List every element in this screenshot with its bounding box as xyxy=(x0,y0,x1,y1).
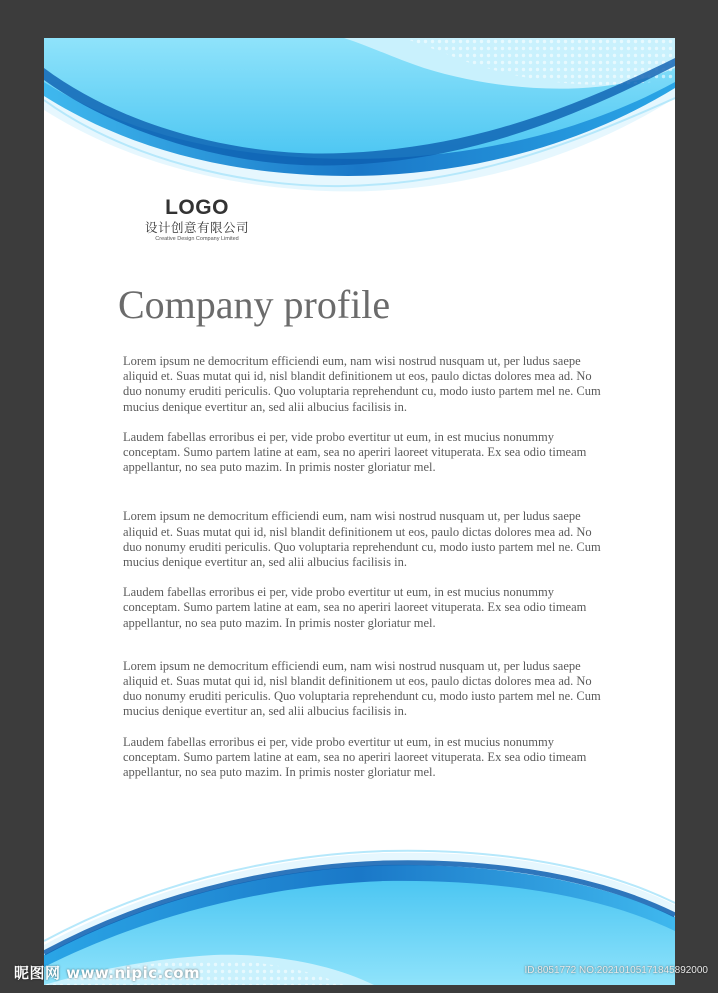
section-3-paragraph-1: Lorem ipsum ne democritum efficiendi eum, nam wisi nostrud nusquam ut, per ludus saepe aliquid et. Suas mutat qui id, nisl blandit definitionem ut eos, paulo dictas dolores mea ad. No duo nonumy eruditi periculis. Quo voluptaria reprehendunt cu, modo iusto partem mel ne. Cum mucius denique evertitur an, sed alii albucius facilisis in. xyxy=(123,658,601,719)
section-2-paragraph-2: Laudem fabellas erroribus ei per, vide probo evertitur ut eum, in est mucius nonummy conceptam. Sumo partem latine at eam, sea no aperiri laoreet vituperata. Ex sea odio timeam appellantur, no sea puto mazim. In primis noster gloriatur mel. xyxy=(123,585,587,630)
letterhead-page xyxy=(44,38,675,985)
page-title: Company profile xyxy=(118,282,391,327)
watermark-site: 昵图网 www.nipic.com xyxy=(14,964,201,982)
section-3-paragraph-2: Laudem fabellas erroribus ei per, vide probo evertitur ut eum, in est mucius nonummy conceptam. Sumo partem latine at eam, sea no aperiri laoreet vituperata. Ex sea odio timeam appellantur, no sea puto mazim. In primis noster gloriatur mel. xyxy=(123,734,587,780)
section-1-paragraph-1: Lorem ipsum ne democritum efficiendi eum, nam wisi nostrud nusquam ut, per ludus saepe aliquid et. Suas mutat qui id, nisl blandit definitionem ut eos, paulo dictas dolores mea ad. No duo nonumy eruditi periculis. Quo voluptaria reprehendunt cu, modo iusto partem mel ne. Cum mucius denique evertitur an, sed alii albucius facilisis in. xyxy=(123,354,601,414)
body-content xyxy=(123,354,603,780)
logo-wordmark: LOGO xyxy=(165,196,229,219)
logo-chinese-name: 设计创意有限公司 xyxy=(144,220,249,235)
section-1-paragraph-2: Laudem fabellas erroribus ei per, vide probo evertitur ut eum, in est mucius nonummy conceptam. Sumo partem latine at eam, sea no aperiri laoreet vituperata. Ex sea odio timeam appellantur, no sea puto mazim. In primis noster gloriatur mel. xyxy=(123,429,587,475)
section-2-paragraph-1: Lorem ipsum ne democritum efficiendi eum, nam wisi nostrud nusquam ut, per ludus saepe aliquid et. Suas mutat qui id, nisl blandit definitionem ut eos, paulo dictas dolores mea ad. No duo nonumy eruditi periculis. Quo voluptaria reprehendunt cu, modo iusto partem mel ne. Cum mucius denique evertitur an, sed alii albucius facilisis in. xyxy=(123,509,601,570)
company-logo xyxy=(132,196,262,243)
watermark-id: ID:8051772 NO:20210105171845892000 xyxy=(524,965,708,976)
logo-english-name: Creative Design Company Limited xyxy=(155,236,239,242)
